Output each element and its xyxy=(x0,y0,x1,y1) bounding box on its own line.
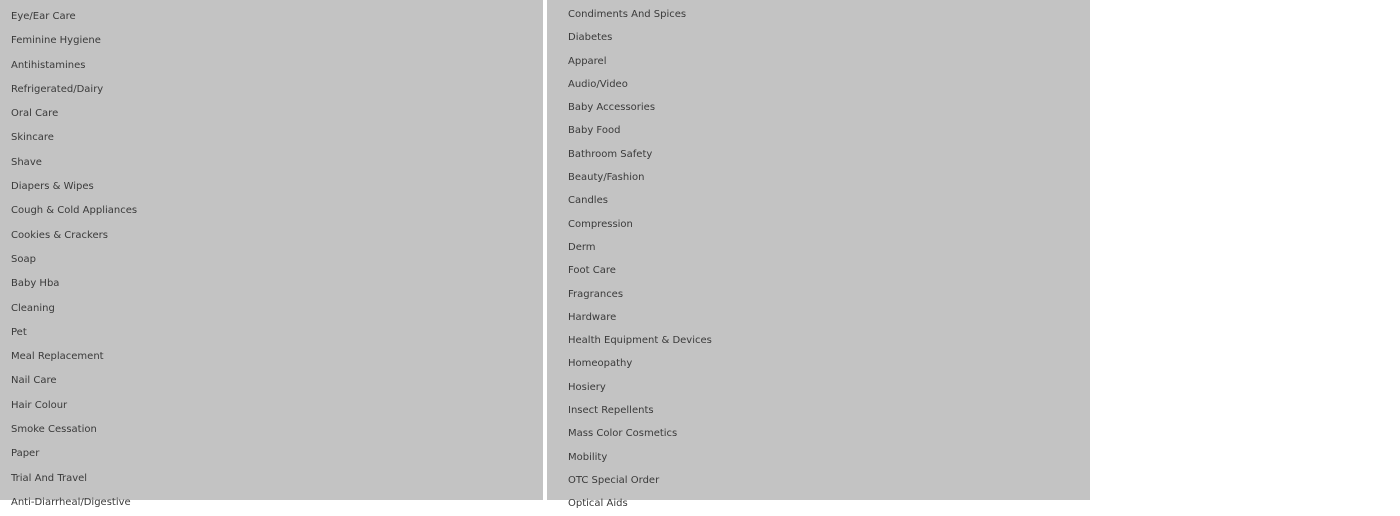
category-item-beauty-fashion[interactable]: Beauty/Fashion xyxy=(568,172,645,184)
category-item-otc-special-order[interactable]: OTC Special Order xyxy=(568,474,660,486)
category-item-nail-care[interactable]: Nail Care xyxy=(11,375,57,387)
right-category-panel xyxy=(547,0,1090,510)
category-item-refrigerated-dairy[interactable]: Refrigerated/Dairy xyxy=(11,83,104,95)
category-item-hair-colour[interactable]: Hair Colour xyxy=(11,399,68,411)
category-item-soap[interactable]: Soap xyxy=(11,253,36,265)
category-item-cough-cold-appliances[interactable]: Cough & Cold Appliances xyxy=(11,205,138,217)
category-item-bathroom-safety[interactable]: Bathroom Safety xyxy=(568,148,653,160)
category-item-health-equipment-devices[interactable]: Health Equipment & Devices xyxy=(568,335,712,347)
category-item-diabetes[interactable]: Diabetes xyxy=(568,32,613,44)
category-item-derm[interactable]: Derm xyxy=(568,241,596,253)
left-category-panel xyxy=(0,0,543,508)
category-item-mass-color-cosmetics[interactable]: Mass Color Cosmetics xyxy=(568,428,678,440)
category-item-pet[interactable]: Pet xyxy=(11,326,27,338)
category-item-foot-care[interactable]: Foot Care xyxy=(568,265,616,277)
category-item-mobility[interactable]: Mobility xyxy=(568,451,608,463)
category-item-skincare[interactable]: Skincare xyxy=(11,132,54,144)
category-item-feminine-hygiene[interactable]: Feminine Hygiene xyxy=(11,35,101,47)
category-item-cookies-crackers[interactable]: Cookies & Crackers xyxy=(11,229,108,241)
category-item-diapers-wipes[interactable]: Diapers & Wipes xyxy=(11,181,94,193)
category-item-oral-care[interactable]: Oral Care xyxy=(11,108,59,120)
category-item-shave[interactable]: Shave xyxy=(11,156,42,168)
category-item-meal-replacement[interactable]: Meal Replacement xyxy=(11,351,104,363)
right-category-list xyxy=(547,0,1090,516)
category-item-anti-diarrheal-digestive[interactable]: Anti-Diarrheal/Digestive xyxy=(11,496,131,508)
category-item-audio-video[interactable]: Audio/Video xyxy=(568,78,628,90)
category-item-paper[interactable]: Paper xyxy=(11,448,40,460)
left-category-list xyxy=(0,0,543,515)
category-item-antihistamines[interactable]: Antihistamines xyxy=(11,59,86,71)
category-item-compression[interactable]: Compression xyxy=(568,218,633,230)
category-item-optical-aids[interactable]: Optical Aids xyxy=(568,498,628,510)
category-item-cleaning[interactable]: Cleaning xyxy=(11,302,55,314)
category-item-apparel[interactable]: Apparel xyxy=(568,55,607,67)
category-item-baby-food[interactable]: Baby Food xyxy=(568,125,621,137)
category-item-trial-and-travel[interactable]: Trial And Travel xyxy=(11,472,88,484)
category-item-hardware[interactable]: Hardware xyxy=(568,311,617,323)
category-item-fragrances[interactable]: Fragrances xyxy=(568,288,624,300)
category-item-insect-repellents[interactable]: Insect Repellents xyxy=(568,405,654,417)
category-item-hosiery[interactable]: Hosiery xyxy=(568,381,606,393)
category-item-smoke-cessation[interactable]: Smoke Cessation xyxy=(11,424,97,436)
category-item-eye-ear-care[interactable]: Eye/Ear Care xyxy=(11,11,76,22)
category-item-condiments-and-spices[interactable]: Condiments And Spices xyxy=(568,9,687,20)
category-item-baby-accessories[interactable]: Baby Accessories xyxy=(568,102,656,114)
category-item-baby-hba[interactable]: Baby Hba xyxy=(11,278,60,290)
category-item-candles[interactable]: Candles xyxy=(568,195,608,207)
category-item-homeopathy[interactable]: Homeopathy xyxy=(568,358,633,370)
